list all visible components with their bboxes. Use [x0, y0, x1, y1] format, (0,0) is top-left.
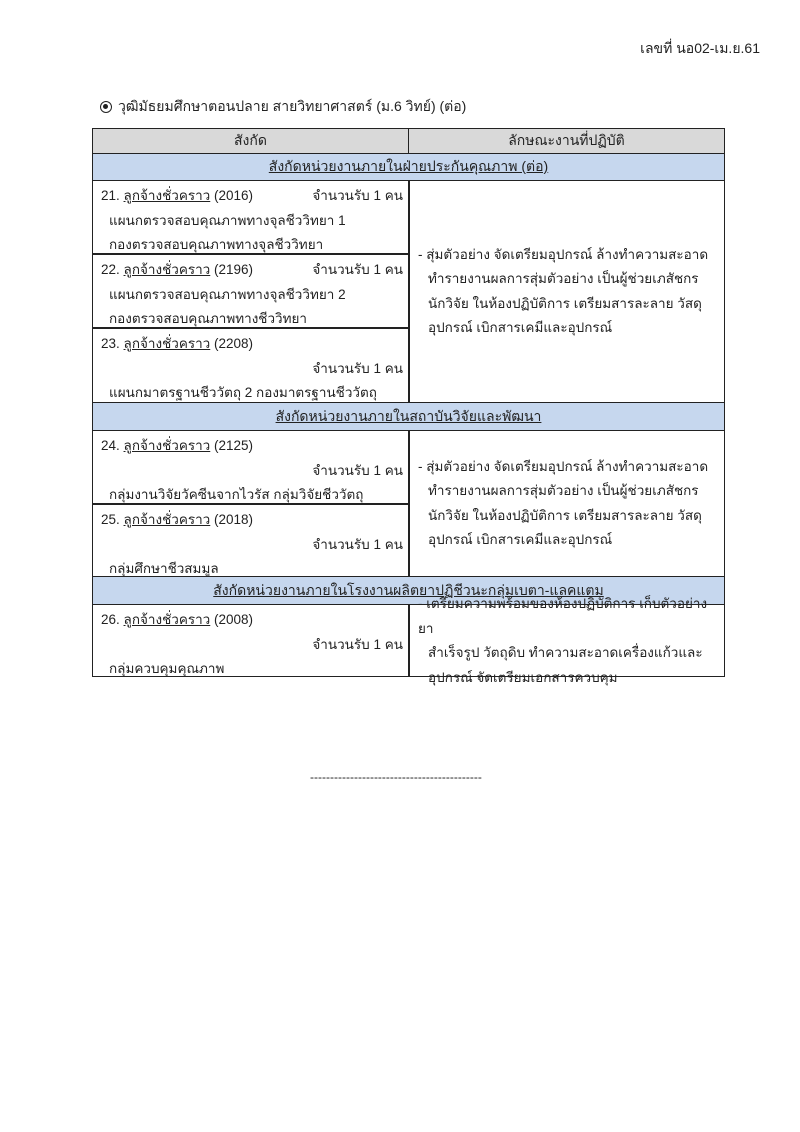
col-header-duties: ลักษณะงานที่ปฏิบัติ	[409, 129, 724, 154]
radio-bullet-icon	[100, 101, 112, 113]
document-number: เลขที่ นอ02-เม.ย.61	[640, 40, 760, 56]
duties-cell: - สุ่มตัวอย่าง จัดเตรียมอุปกรณ์ ล้างทำความสะอาด ทำรายงานผลการสุ่มตัวอย่าง เป็นผู้ช่วยเภสัชกร นักวิจัย ในห้องปฏิบัติการ เตรียมสารละลาย วัสดุ อุปกรณ์ เบิกสารเคมีและอุปกรณ์	[418, 458, 709, 547]
section-heading	[100, 96, 466, 118]
duties-cell: - สุ่มตัวอย่าง จัดเตรียมอุปกรณ์ ล้างทำความสะอาด ทำรายงานผลการสุ่มตัวอย่าง เป็นผู้ช่วยเภสัชกร นักวิจัย ในห้องปฏิบัติการ เตรียมสารละลาย วัสดุ อุปกรณ์ เบิกสารเคมีและอุปกรณ์	[418, 246, 709, 335]
section-title: สังกัดหน่วยงานภายในสถาบันวิจัยและพัฒนา	[93, 402, 724, 431]
position-row: 23. ลูกจ้างชั่วคราว (2208) จำนวนรับ 1 คน แผนกมาตรฐานชีววัตถุ 2 กองมาตรฐานชีววัตถุ	[101, 336, 403, 400]
section-title: สังกัดหน่วยงานภายในโรงงานผลิตยาปฏิชีวนะกลุ่มเบตา-แลคแตม	[93, 576, 724, 605]
heading-text: วุฒิมัธยมศึกษาตอนปลาย สายวิทยาศาสตร์ (ม.6 วิทย์) (ต่อ)	[118, 98, 467, 114]
position-row: 24. ลูกจ้างชั่วคราว (2125) จำนวนรับ 1 คน กลุ่มงานวิจัยวัคซีนจากไวรัส กลุ่มวิจัยชีววัตถุ	[101, 438, 403, 502]
position-row: 21. ลูกจ้างชั่วคราว (2016) จำนวนรับ 1 คน แผนกตรวจสอบคุณภาพทางจุลชีววิทยา 1 กองตรวจสอบคุณภาพทางจุลชีววิทยา	[101, 188, 403, 252]
positions-table	[92, 128, 725, 685]
section-title: สังกัดหน่วยงานภายในฝ่ายประกันคุณภาพ (ต่อ)	[93, 153, 724, 181]
col-header-affiliation: สังกัด	[93, 129, 409, 154]
position-row: 22. ลูกจ้างชั่วคราว (2196) จำนวนรับ 1 คน แผนกตรวจสอบคุณภาพทางจุลชีววิทยา 2 กองตรวจสอบคุณภาพทางชีววิทยา	[101, 262, 403, 326]
duties-cell: - เตรียมความพร้อมของห้องปฏิบัติการ เก็บตัวอย่างยา สำเร็จรูป วัตถุดิบ ทำความสะอาดเครื่องแก้วและ อุปกรณ์ จัดเตรียมเอกสารควบคุม	[418, 596, 708, 685]
position-row: 25. ลูกจ้างชั่วคราว (2018) จำนวนรับ 1 คน กลุ่มศึกษาชีวสมมูล	[101, 512, 403, 576]
end-marker: -------------------------------------------	[310, 770, 482, 784]
position-row: 26. ลูกจ้างชั่วคราว (2008) จำนวนรับ 1 คน กลุ่มควบคุมคุณภาพ	[101, 612, 403, 676]
